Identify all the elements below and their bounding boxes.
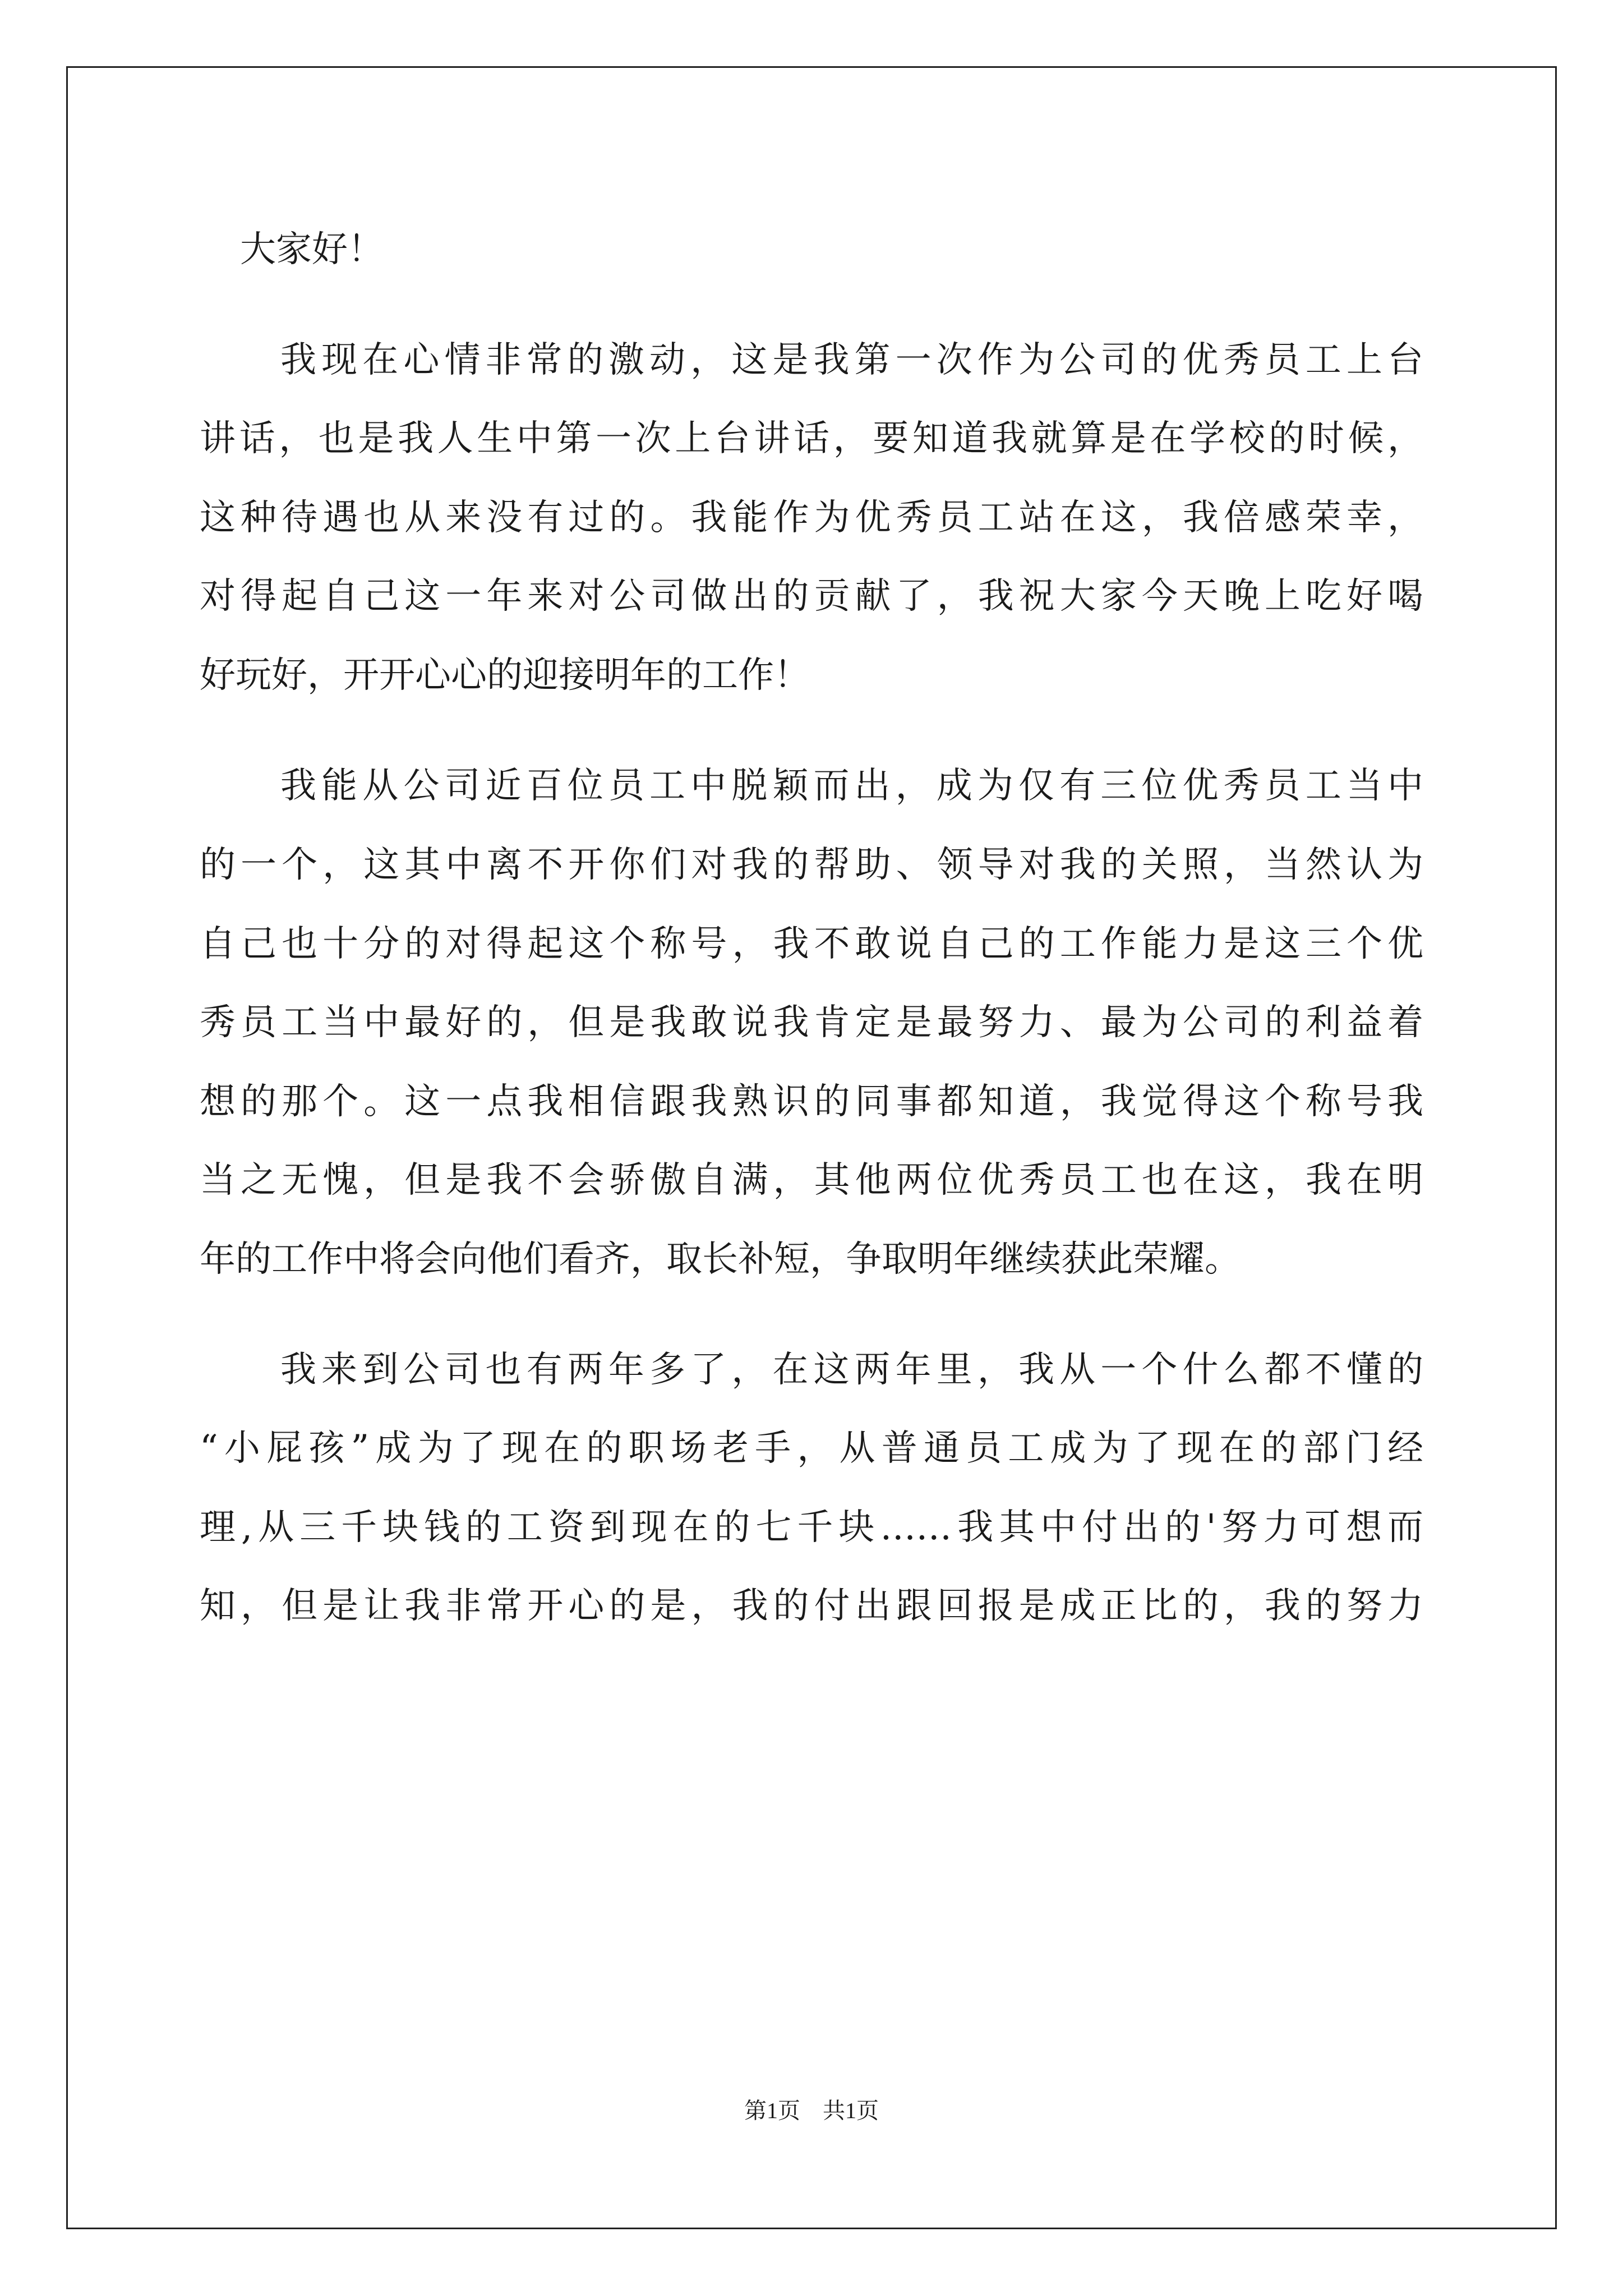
page-total: 共1页 (823, 2098, 879, 2123)
paragraph-3-line: 自己也十分的对得起这个称号，我不敢说自己的工作能力是这三个优 (200, 923, 1423, 965)
paragraph-4-line: “小屁孩”成为了现在的职场老手，从普通员工成为了现在的部门经 (200, 1428, 1423, 1469)
paragraph-3-line: 我能从公司近百位员工中脱颖而出，成为仅有三位优秀员工当中 (280, 765, 1423, 807)
paragraph-2-line: 好玩好，开开心心的迎接明年的工作！ (200, 655, 810, 696)
paragraph-4-line: 知，但是让我非常开心的是，我的付出跟回报是成正比的，我的努力 (200, 1585, 1423, 1627)
paragraph-3-line: 当之无愧，但是我不会骄傲自满，其他两位优秀员工也在这，我在明 (200, 1159, 1423, 1201)
page-number: 第1页 (744, 2098, 800, 2123)
paragraph-4-line: 理,从三千块钱的工资到现在的七千块……我其中付出的'努力可想而 (200, 1507, 1423, 1548)
paragraph-2-line: 这种待遇也从来没有过的。我能作为优秀员工站在这，我倍感荣幸， (200, 497, 1423, 539)
paragraph-2-line: 讲话，也是我人生中第一次上台讲话，要知道我就算是在学校的时候， (200, 418, 1423, 459)
paragraph-2-line: 对得起自己这一年来对公司做出的贡献了，我祝大家今天晚上吃好喝 (200, 576, 1423, 617)
paragraph-1-line: 大家好！ (240, 229, 384, 270)
page-footer (0, 2095, 1623, 2127)
paragraph-3-line: 想的那个。这一点我相信跟我熟识的同事都知道，我觉得这个称号我 (200, 1081, 1423, 1122)
paragraph-4-line: 我来到公司也有两年多了，在这两年里，我从一个什么都不懂的 (280, 1349, 1423, 1391)
paragraph-3-line: 年的工作中将会向他们看齐，取长补短，争取明年继续获此荣耀。 (200, 1239, 1241, 1280)
paragraph-2-line: 我现在心情非常的激动，这是我第一次作为公司的优秀员工上台 (280, 339, 1423, 381)
paragraph-3-line: 的一个，这其中离不开你们对我的帮助、领导对我的关照，当然认为 (200, 844, 1423, 886)
paragraph-3-line: 秀员工当中最好的，但是我敢说我肯定是最努力、最为公司的利益着 (200, 1002, 1423, 1043)
